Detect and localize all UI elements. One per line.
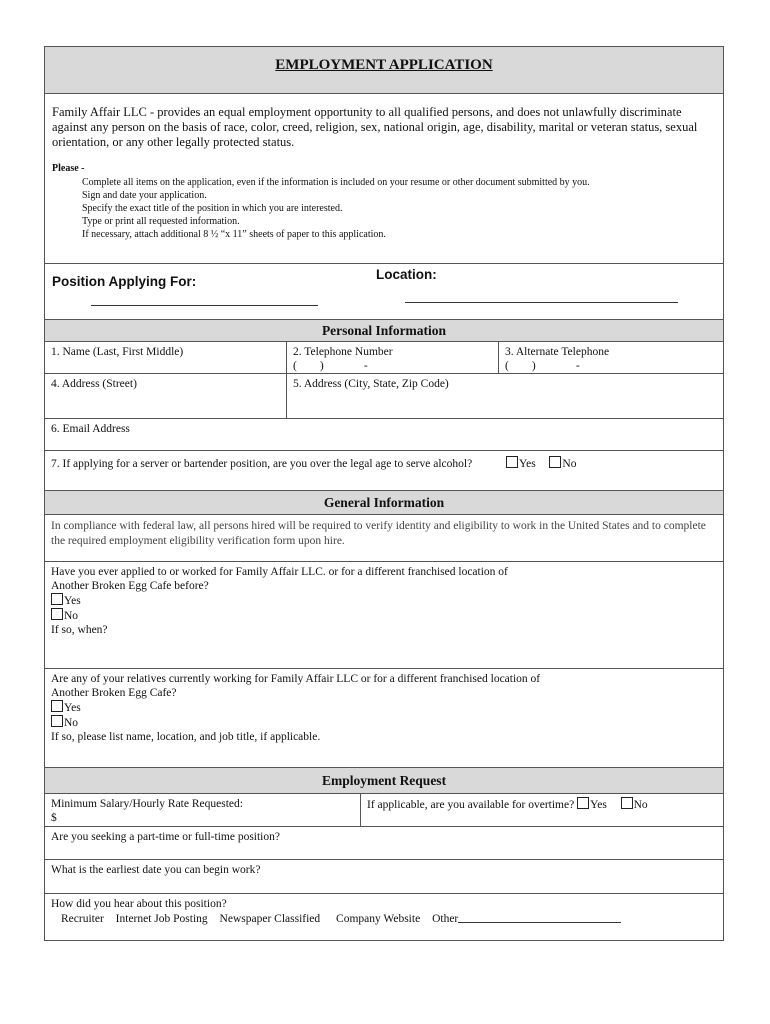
name-label: 1. Name (Last, First Middle) [51, 346, 184, 358]
hear-option-recruiter[interactable]: Recruiter [61, 913, 104, 925]
location-field[interactable] [405, 302, 678, 303]
telephone-format: ( ) - [293, 360, 368, 372]
q2-text-line2: Another Broken Egg Cafe? [51, 687, 177, 699]
q2-yes-checkbox[interactable] [51, 700, 63, 712]
eligibility-note: In compliance with federal law, all persons hired will be required to verify identity and eligibility to work in the United States and to complete the required employment eligibility verification form upon hire. [45, 515, 723, 562]
city-state-zip-label: 5. Address (City, State, Zip Code) [293, 378, 449, 390]
alternate-telephone-field[interactable] [499, 342, 723, 373]
relatives-question [45, 669, 723, 767]
personal-info-section [45, 342, 723, 491]
overtime-yes-label: Yes [590, 799, 607, 811]
overtime-no-checkbox[interactable] [621, 797, 633, 809]
please-label: Please - [52, 163, 85, 174]
instruction-item: Sign and date your application. [82, 190, 207, 201]
city-state-zip-field[interactable] [287, 374, 723, 418]
eeo-statement: Family Affair LLC - provides an equal employment opportunity to all qualified persons, and does not unlawfully discriminate against any person on the basis of race, color, creed, religion, sex, national origin, age, disability, marital or veteran status, sexual orientation, or any other legally protected status. [52, 105, 698, 149]
hear-option-other[interactable]: Other [432, 913, 459, 925]
start-date-field[interactable] [45, 860, 723, 894]
position-section [45, 264, 723, 320]
alcohol-question: 7. If applying for a server or bartender position, are you over the legal age to serve alcohol? [51, 458, 473, 470]
intro-section [45, 94, 723, 264]
street-address-field[interactable] [45, 374, 287, 418]
hear-about-section [45, 894, 723, 940]
q1-followup: If so, when? [51, 624, 108, 636]
q2-no-checkbox[interactable] [51, 715, 63, 727]
q2-no-label: No [64, 717, 79, 729]
instruction-item: Type or print all requested information. [82, 216, 240, 227]
salary-prefix: $ [51, 812, 57, 824]
instruction-item: If necessary, attach additional 8 ½ “x 11” sheets of paper to this application. [82, 229, 386, 240]
q1-text-line2: Another Broken Egg Cafe before? [51, 580, 209, 592]
q2-text-line1: Are any of your relatives currently working for Family Affair LLC or for a different franchised location of [51, 673, 541, 685]
employment-request-section [45, 794, 723, 940]
alcohol-no-checkbox[interactable] [549, 456, 561, 468]
employment-request-heading: Employment Request [45, 768, 723, 794]
q2-followup: If so, please list name, location, and job title, if applicable. [51, 731, 321, 743]
alternate-telephone-format: ( ) - [505, 360, 580, 372]
name-field[interactable] [45, 342, 287, 373]
alternate-telephone-label: 3. Alternate Telephone [505, 346, 610, 358]
start-date-question: What is the earliest date you can begin work? [51, 864, 261, 876]
q1-no-checkbox[interactable] [51, 608, 63, 620]
location-label: Location: [376, 267, 437, 282]
q1-text-line1: Have you ever applied to or worked for Family Affair LLC. or for a different franchised location of [51, 566, 508, 578]
q1-yes-label: Yes [64, 595, 81, 607]
alcohol-question-row [45, 451, 723, 490]
overtime-yes-checkbox[interactable] [577, 797, 589, 809]
alcohol-yes-checkbox[interactable] [506, 456, 518, 468]
hear-option-newspaper[interactable]: Newspaper Classified [219, 913, 321, 925]
q1-yes-checkbox[interactable] [51, 593, 63, 605]
other-field[interactable] [458, 911, 621, 923]
salary-field[interactable] [45, 794, 361, 826]
alcohol-no-label: No [562, 458, 577, 470]
position-applying-label: Position Applying For: [52, 274, 197, 289]
personal-info-heading: Personal Information [45, 320, 723, 342]
employment-application-form [44, 46, 724, 941]
telephone-label: 2. Telephone Number [293, 346, 393, 358]
street-address-label: 4. Address (Street) [51, 378, 137, 390]
general-info-heading: General Information [45, 491, 723, 515]
q2-yes-label: Yes [64, 702, 81, 714]
overtime-question-row [361, 794, 723, 826]
email-label: 6. Email Address [51, 423, 130, 435]
previous-application-question [45, 562, 723, 669]
parttime-fulltime-field[interactable] [45, 827, 723, 860]
instruction-item: Specify the exact title of the position in which you are interested. [82, 203, 343, 214]
email-field[interactable] [45, 419, 723, 451]
hear-option-internet[interactable]: Internet Job Posting [115, 913, 208, 925]
q1-no-label: No [64, 610, 79, 622]
overtime-question: If applicable, are you available for overtime? [367, 799, 575, 811]
title-band [45, 47, 723, 94]
parttime-question: Are you seeking a part-time or full-time position? [51, 831, 280, 843]
position-field[interactable] [91, 305, 318, 306]
form-title: EMPLOYMENT APPLICATION [275, 57, 493, 73]
general-info-section [45, 515, 723, 768]
instruction-list [82, 176, 590, 241]
overtime-no-label: No [633, 799, 648, 811]
instruction-item: Complete all items on the application, even if the information is included on your resume or other document submitted by you. [82, 177, 590, 188]
hear-question: How did you hear about this position? [51, 898, 227, 910]
alcohol-yes-label: Yes [518, 458, 536, 470]
telephone-field[interactable] [287, 342, 499, 373]
salary-label: Minimum Salary/Hourly Rate Requested: [51, 798, 243, 810]
hear-option-website[interactable]: Company Website [336, 913, 421, 925]
